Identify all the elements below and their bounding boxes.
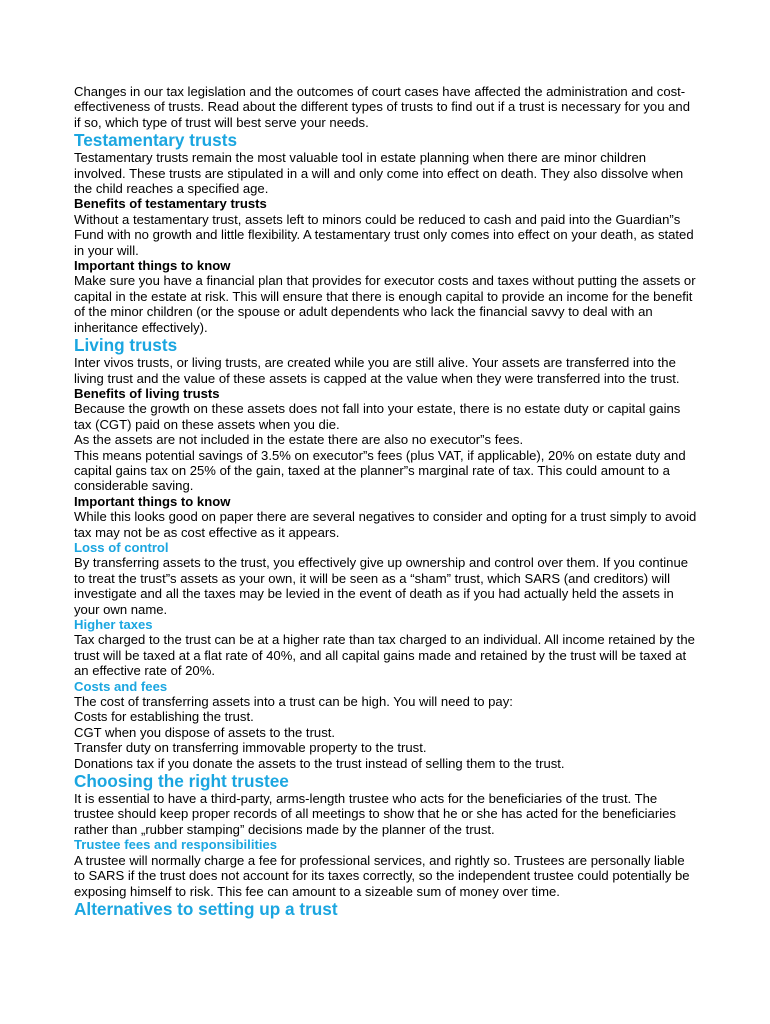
living-benefits-heading: Benefits of living trusts (74, 385, 220, 401)
higher-taxes-body: Tax charged to the trust can be at a higher rate than tax charged to an individual. All income retained by the trust will be taxed at a flat rate of 40%, and all capital gains made and retained by the trust will be taxed at an effective rate of 20%. (74, 632, 695, 679)
choosing-trustee-body: It is essential to have a third-party, arms-length trustee who acts for the beneficiaries of the trust. The trustee should keep proper records of all meetings to show that he or she has acted for the beneficiaries rather than „rubber stamping” decisions made by the planner of the trust. (74, 791, 676, 837)
alternatives-heading: Alternatives to setting up a trust (74, 898, 338, 919)
living-trusts-heading: Living trusts (74, 335, 178, 356)
testamentary-benefits-heading: Benefits of testamentary trusts (74, 196, 267, 212)
living-benefits-paragraph-3: This means potential savings of 3.5% on executor”s fees (plus VAT, if applicable), 20% on estate duty and capital gains tax on 25% of the gain, taxed at the planner”s marginal rate of tax. This could amount to a considerable saving. (74, 447, 686, 494)
living-important-body: While this looks good on paper there are several negatives to consider and opting for a trust simply to avoid tax may not be as cost effective as it appears. (74, 509, 697, 540)
loss-of-control-body: By transferring assets to the trust, you effectively give up ownership and control over them. If you continue to treat the trust”s assets as your own, it will be seen as a “sham” trust, which SARS (and creditors) will investigate and all the taxes may be levied in the event of death as if you had actually held the assets in your own name. (74, 555, 689, 617)
testamentary-trusts-heading: Testamentary trusts (74, 130, 238, 151)
costs-item: Donations tax if you donate the assets to the trust instead of selling them to the trust. (74, 755, 565, 771)
choosing-trustee-heading: Choosing the right trustee (74, 771, 289, 792)
trustee-fees-heading: Trustee fees and responsibilities (74, 837, 278, 853)
costs-item: Transfer duty on transferring immovable property to the trust. (74, 740, 427, 756)
testamentary-important-heading: Important things to know (74, 258, 231, 274)
loss-of-control-heading: Loss of control (74, 539, 169, 555)
trustee-fees-body: A trustee will normally charge a fee for professional services, and rightly so. Trustees are personally liable to SARS if the trust does not account for its taxes correctly, so the independent trustee could potentially be exposing himself to risk. This fee can amount to a sizeable sum of money over time. (74, 852, 690, 899)
higher-taxes-heading: Higher taxes (74, 617, 153, 632)
living-benefits-paragraph-1: Because the growth on these assets does not fall into your estate, there is no estate duty or capital gains tax (CGT) paid on these assets when you die. (74, 401, 681, 432)
testamentary-body: Testamentary trusts remain the most valuable tool in estate planning when there are minor children involved. These trusts are stipulated in a will and only come into effect on death. They also dissolve when the child reaches a specified age. (74, 150, 684, 197)
costs-item: CGT when you dispose of assets to the trust. (74, 724, 336, 740)
document-page (74, 84, 698, 919)
costs-intro: The cost of transferring assets into a trust can be high. You will need to pay: (74, 694, 513, 710)
living-important-heading: Important things to know (74, 493, 231, 509)
costs-and-fees-heading: Costs and fees (74, 678, 168, 694)
costs-item: Costs for establishing the trust. (74, 709, 254, 725)
testamentary-benefits-body: Without a testamentary trust, assets left to minors could be reduced to cash and paid into the Guardian”s Fund with no growth and little flexibility. A testamentary trust only comes into effect on your death, as stated in your will. (74, 211, 694, 258)
living-body: Inter vivos trusts, or living trusts, are created while you are still alive. Your assets are transferred into the living trust and the value of these assets is capped at the value when they were transferred into the trust. (74, 355, 680, 386)
living-benefits-paragraph-2: As the assets are not included in the estate there are also no executor”s fees. (74, 432, 524, 448)
intro-paragraph: Changes in our tax legislation and the outcomes of court cases have affected the administration and cost-effectiveness of trusts. Read about the different types of trusts to find out if a trust is necessary for you and if so, which type of trust will best serve your needs. (74, 84, 690, 130)
testamentary-important-body: Make sure you have a financial plan that provides for executor costs and taxes without putting the assets or capital in the estate at risk. This will ensure that there is enough capital to provide an income for the benefit of the minor children (or the spouse or adult dependents who lack the financial savvy to deal with an inheritance effectively). (74, 273, 696, 335)
